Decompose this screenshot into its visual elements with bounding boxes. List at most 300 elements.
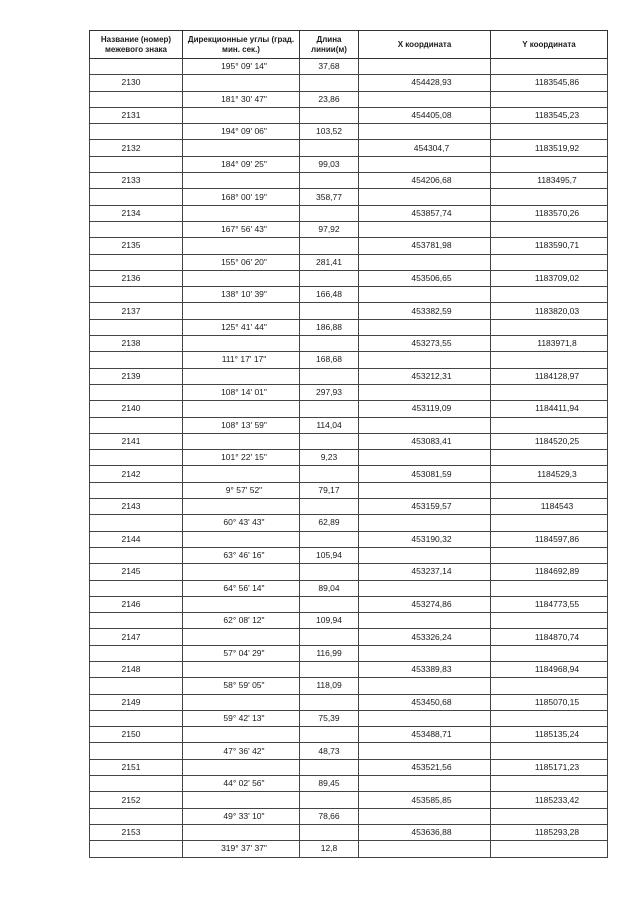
line-length: 12,8	[300, 841, 359, 857]
boundary-point-row	[90, 792, 608, 808]
x-coordinate: 453326,24	[359, 629, 491, 645]
boundary-point-row	[90, 75, 608, 91]
line-length: 23,86	[300, 91, 359, 107]
x-coordinate: 453212,31	[359, 368, 491, 384]
empty-cell	[491, 613, 608, 629]
empty-cell	[300, 270, 359, 286]
point-name: 2135	[90, 238, 183, 254]
empty-cell	[183, 270, 300, 286]
empty-cell	[300, 564, 359, 580]
table-body	[90, 59, 608, 858]
boundary-point-row	[90, 596, 608, 612]
empty-cell	[183, 759, 300, 775]
empty-cell	[183, 727, 300, 743]
line-length: 89,04	[300, 580, 359, 596]
empty-cell	[359, 678, 491, 694]
direction-angle: 125° 41' 44"	[183, 319, 300, 335]
x-coordinate: 453274,86	[359, 596, 491, 612]
header-x: X координата	[359, 31, 491, 59]
point-name: 2140	[90, 401, 183, 417]
segment-row	[90, 580, 608, 596]
boundary-point-row	[90, 336, 608, 352]
direction-angle: 138° 10' 39"	[183, 287, 300, 303]
empty-cell	[491, 580, 608, 596]
empty-cell	[300, 238, 359, 254]
empty-cell	[183, 596, 300, 612]
boundary-point-row	[90, 629, 608, 645]
empty-cell	[491, 417, 608, 433]
empty-cell	[359, 59, 491, 75]
empty-cell	[491, 808, 608, 824]
header-name: Название (номер) межевого знака	[90, 31, 183, 59]
segment-row	[90, 547, 608, 563]
boundary-point-row	[90, 368, 608, 384]
y-coordinate: 1183545,86	[491, 75, 608, 91]
empty-cell	[90, 189, 183, 205]
point-name: 2145	[90, 564, 183, 580]
empty-cell	[491, 515, 608, 531]
point-name: 2144	[90, 531, 183, 547]
x-coordinate: 453190,32	[359, 531, 491, 547]
empty-cell	[359, 808, 491, 824]
segment-row	[90, 319, 608, 335]
empty-cell	[183, 238, 300, 254]
point-name: 2138	[90, 336, 183, 352]
empty-cell	[90, 352, 183, 368]
direction-angle: 101° 22' 15"	[183, 450, 300, 466]
empty-cell	[491, 221, 608, 237]
empty-cell	[183, 824, 300, 840]
x-coordinate: 453083,41	[359, 433, 491, 449]
empty-cell	[90, 254, 183, 270]
line-length: 78,66	[300, 808, 359, 824]
y-coordinate: 1184597,86	[491, 531, 608, 547]
point-name: 2137	[90, 303, 183, 319]
line-length: 97,92	[300, 221, 359, 237]
point-name: 2142	[90, 466, 183, 482]
empty-cell	[359, 482, 491, 498]
direction-angle: 60° 43' 43"	[183, 515, 300, 531]
empty-cell	[359, 352, 491, 368]
header-y: Y координата	[491, 31, 608, 59]
empty-cell	[90, 221, 183, 237]
header-length: Длина линии(м)	[300, 31, 359, 59]
x-coordinate: 453081,59	[359, 466, 491, 482]
segment-row	[90, 841, 608, 857]
boundary-point-row	[90, 499, 608, 515]
empty-cell	[300, 792, 359, 808]
line-length: 358,77	[300, 189, 359, 205]
empty-cell	[90, 124, 183, 140]
empty-cell	[90, 645, 183, 661]
direction-angle: 168° 00' 19"	[183, 189, 300, 205]
empty-cell	[491, 254, 608, 270]
x-coordinate: 453159,57	[359, 499, 491, 515]
segment-row	[90, 613, 608, 629]
empty-cell	[300, 824, 359, 840]
empty-cell	[183, 466, 300, 482]
y-coordinate: 1183971,8	[491, 336, 608, 352]
y-coordinate: 1183590,71	[491, 238, 608, 254]
empty-cell	[359, 189, 491, 205]
empty-cell	[359, 91, 491, 107]
empty-cell	[90, 482, 183, 498]
empty-cell	[183, 792, 300, 808]
empty-cell	[300, 368, 359, 384]
boundary-point-row	[90, 433, 608, 449]
empty-cell	[491, 91, 608, 107]
direction-angle: 155° 06' 20"	[183, 254, 300, 270]
segment-row	[90, 254, 608, 270]
line-length: 89,45	[300, 776, 359, 792]
boundary-coordinates-table	[89, 30, 608, 858]
line-length: 103,52	[300, 124, 359, 140]
header-angle: Дирекционные углы (град. мин. сек.)	[183, 31, 300, 59]
segment-row	[90, 124, 608, 140]
empty-cell	[491, 645, 608, 661]
point-name: 2153	[90, 824, 183, 840]
direction-angle: 49° 33' 10"	[183, 808, 300, 824]
empty-cell	[359, 613, 491, 629]
y-coordinate: 1185171,23	[491, 759, 608, 775]
empty-cell	[90, 776, 183, 792]
segment-row	[90, 59, 608, 75]
line-length: 109,94	[300, 613, 359, 629]
empty-cell	[183, 107, 300, 123]
empty-cell	[300, 727, 359, 743]
boundary-point-row	[90, 205, 608, 221]
empty-cell	[359, 515, 491, 531]
segment-row	[90, 678, 608, 694]
empty-cell	[491, 547, 608, 563]
y-coordinate: 1185293,28	[491, 824, 608, 840]
table-header-row	[90, 31, 608, 59]
point-name: 2147	[90, 629, 183, 645]
empty-cell	[300, 629, 359, 645]
empty-cell	[183, 433, 300, 449]
empty-cell	[300, 303, 359, 319]
boundary-point-row	[90, 270, 608, 286]
segment-row	[90, 156, 608, 172]
line-length: 281,41	[300, 254, 359, 270]
segment-row	[90, 417, 608, 433]
y-coordinate: 1184543	[491, 499, 608, 515]
empty-cell	[183, 336, 300, 352]
direction-angle: 59° 42' 13"	[183, 710, 300, 726]
empty-cell	[491, 124, 608, 140]
empty-cell	[90, 710, 183, 726]
point-name: 2151	[90, 759, 183, 775]
empty-cell	[300, 499, 359, 515]
y-coordinate: 1184520,25	[491, 433, 608, 449]
x-coordinate: 453506,65	[359, 270, 491, 286]
empty-cell	[183, 140, 300, 156]
boundary-point-row	[90, 661, 608, 677]
line-length: 75,39	[300, 710, 359, 726]
x-coordinate: 453585,85	[359, 792, 491, 808]
segment-row	[90, 450, 608, 466]
line-length: 297,93	[300, 384, 359, 400]
empty-cell	[491, 384, 608, 400]
boundary-point-row	[90, 466, 608, 482]
point-name: 2132	[90, 140, 183, 156]
y-coordinate: 1184411,94	[491, 401, 608, 417]
boundary-point-row	[90, 759, 608, 775]
boundary-point-row	[90, 238, 608, 254]
empty-cell	[90, 319, 183, 335]
empty-cell	[359, 710, 491, 726]
line-length: 116,99	[300, 645, 359, 661]
segment-row	[90, 515, 608, 531]
empty-cell	[183, 531, 300, 547]
empty-cell	[359, 547, 491, 563]
line-length: 37,68	[300, 59, 359, 75]
empty-cell	[90, 678, 183, 694]
empty-cell	[183, 629, 300, 645]
x-coordinate: 453781,98	[359, 238, 491, 254]
empty-cell	[300, 205, 359, 221]
empty-cell	[183, 564, 300, 580]
empty-cell	[300, 140, 359, 156]
point-name: 2150	[90, 727, 183, 743]
x-coordinate: 454405,08	[359, 107, 491, 123]
empty-cell	[300, 466, 359, 482]
empty-cell	[491, 287, 608, 303]
empty-cell	[359, 254, 491, 270]
empty-cell	[359, 319, 491, 335]
empty-cell	[359, 156, 491, 172]
empty-cell	[300, 336, 359, 352]
boundary-point-row	[90, 173, 608, 189]
empty-cell	[90, 450, 183, 466]
empty-cell	[491, 482, 608, 498]
point-name: 2133	[90, 173, 183, 189]
empty-cell	[491, 189, 608, 205]
y-coordinate: 1184529,3	[491, 466, 608, 482]
y-coordinate: 1183495,7	[491, 173, 608, 189]
boundary-point-row	[90, 694, 608, 710]
empty-cell	[491, 743, 608, 759]
boundary-point-row	[90, 727, 608, 743]
empty-cell	[183, 499, 300, 515]
y-coordinate: 1185233,42	[491, 792, 608, 808]
empty-cell	[300, 661, 359, 677]
y-coordinate: 1183709,02	[491, 270, 608, 286]
empty-cell	[300, 596, 359, 612]
segment-row	[90, 221, 608, 237]
empty-cell	[90, 743, 183, 759]
direction-angle: 47° 36' 42"	[183, 743, 300, 759]
empty-cell	[90, 547, 183, 563]
line-length: 166,48	[300, 287, 359, 303]
y-coordinate: 1184692,89	[491, 564, 608, 580]
direction-angle: 63° 46' 16"	[183, 547, 300, 563]
y-coordinate: 1183519,92	[491, 140, 608, 156]
empty-cell	[90, 613, 183, 629]
boundary-point-row	[90, 107, 608, 123]
x-coordinate: 453237,14	[359, 564, 491, 580]
empty-cell	[491, 450, 608, 466]
line-length: 48,73	[300, 743, 359, 759]
empty-cell	[90, 808, 183, 824]
direction-angle: 9° 57' 52"	[183, 482, 300, 498]
empty-cell	[90, 417, 183, 433]
empty-cell	[183, 303, 300, 319]
empty-cell	[491, 678, 608, 694]
empty-cell	[359, 417, 491, 433]
point-name: 2139	[90, 368, 183, 384]
empty-cell	[183, 173, 300, 189]
line-length: 114,04	[300, 417, 359, 433]
line-length: 105,94	[300, 547, 359, 563]
line-length: 99,03	[300, 156, 359, 172]
y-coordinate: 1185070,15	[491, 694, 608, 710]
direction-angle: 44° 02' 56"	[183, 776, 300, 792]
empty-cell	[491, 776, 608, 792]
segment-row	[90, 384, 608, 400]
empty-cell	[183, 75, 300, 91]
point-name: 2152	[90, 792, 183, 808]
empty-cell	[359, 287, 491, 303]
direction-angle: 108° 13' 59"	[183, 417, 300, 433]
empty-cell	[90, 580, 183, 596]
direction-angle: 58° 59' 05"	[183, 678, 300, 694]
boundary-point-row	[90, 303, 608, 319]
segment-row	[90, 710, 608, 726]
empty-cell	[183, 205, 300, 221]
x-coordinate: 453636,88	[359, 824, 491, 840]
x-coordinate: 454304,7	[359, 140, 491, 156]
line-length: 9,23	[300, 450, 359, 466]
direction-angle: 167° 56' 43"	[183, 221, 300, 237]
y-coordinate: 1183545,23	[491, 107, 608, 123]
point-name: 2146	[90, 596, 183, 612]
empty-cell	[183, 368, 300, 384]
line-length: 79,17	[300, 482, 359, 498]
empty-cell	[359, 776, 491, 792]
empty-cell	[300, 694, 359, 710]
x-coordinate: 453119,09	[359, 401, 491, 417]
empty-cell	[359, 841, 491, 857]
empty-cell	[359, 580, 491, 596]
empty-cell	[90, 515, 183, 531]
empty-cell	[491, 841, 608, 857]
empty-cell	[90, 156, 183, 172]
point-name: 2148	[90, 661, 183, 677]
direction-angle: 195° 09' 14"	[183, 59, 300, 75]
segment-row	[90, 91, 608, 107]
y-coordinate: 1184870,74	[491, 629, 608, 645]
x-coordinate: 453521,56	[359, 759, 491, 775]
empty-cell	[183, 401, 300, 417]
segment-row	[90, 743, 608, 759]
x-coordinate: 453450,68	[359, 694, 491, 710]
empty-cell	[359, 124, 491, 140]
direction-angle: 319° 37' 37"	[183, 841, 300, 857]
direction-angle: 111° 17' 17"	[183, 352, 300, 368]
y-coordinate: 1185135,24	[491, 727, 608, 743]
empty-cell	[183, 661, 300, 677]
direction-angle: 57° 04' 29"	[183, 645, 300, 661]
empty-cell	[90, 59, 183, 75]
segment-row	[90, 808, 608, 824]
empty-cell	[491, 156, 608, 172]
segment-row	[90, 482, 608, 498]
y-coordinate: 1184968,94	[491, 661, 608, 677]
segment-row	[90, 352, 608, 368]
boundary-point-row	[90, 401, 608, 417]
empty-cell	[300, 107, 359, 123]
empty-cell	[90, 841, 183, 857]
empty-cell	[359, 743, 491, 759]
empty-cell	[491, 59, 608, 75]
line-length: 168,68	[300, 352, 359, 368]
boundary-point-row	[90, 531, 608, 547]
line-length: 62,89	[300, 515, 359, 531]
point-name: 2131	[90, 107, 183, 123]
x-coordinate: 453382,59	[359, 303, 491, 319]
direction-angle: 64° 56' 14"	[183, 580, 300, 596]
empty-cell	[359, 221, 491, 237]
segment-row	[90, 645, 608, 661]
empty-cell	[90, 287, 183, 303]
boundary-point-row	[90, 564, 608, 580]
direction-angle: 194° 09' 06"	[183, 124, 300, 140]
empty-cell	[90, 384, 183, 400]
empty-cell	[300, 759, 359, 775]
boundary-point-row	[90, 140, 608, 156]
empty-cell	[359, 450, 491, 466]
empty-cell	[491, 352, 608, 368]
segment-row	[90, 776, 608, 792]
empty-cell	[359, 645, 491, 661]
line-length: 186,88	[300, 319, 359, 335]
empty-cell	[300, 531, 359, 547]
empty-cell	[300, 401, 359, 417]
boundary-point-row	[90, 824, 608, 840]
empty-cell	[491, 319, 608, 335]
point-name: 2130	[90, 75, 183, 91]
empty-cell	[90, 91, 183, 107]
x-coordinate: 453273,55	[359, 336, 491, 352]
y-coordinate: 1183820,03	[491, 303, 608, 319]
point-name: 2134	[90, 205, 183, 221]
empty-cell	[300, 75, 359, 91]
segment-row	[90, 189, 608, 205]
direction-angle: 62° 08' 12"	[183, 613, 300, 629]
line-length: 118,09	[300, 678, 359, 694]
direction-angle: 108° 14' 01"	[183, 384, 300, 400]
direction-angle: 181° 30' 47"	[183, 91, 300, 107]
direction-angle: 184° 09' 25"	[183, 156, 300, 172]
coordinates-sheet	[89, 30, 608, 858]
point-name: 2141	[90, 433, 183, 449]
x-coordinate: 453488,71	[359, 727, 491, 743]
point-name: 2143	[90, 499, 183, 515]
point-name: 2149	[90, 694, 183, 710]
x-coordinate: 454206,68	[359, 173, 491, 189]
empty-cell	[183, 694, 300, 710]
x-coordinate: 453857,74	[359, 205, 491, 221]
empty-cell	[359, 384, 491, 400]
x-coordinate: 454428,93	[359, 75, 491, 91]
empty-cell	[300, 173, 359, 189]
y-coordinate: 1183570,26	[491, 205, 608, 221]
y-coordinate: 1184773,55	[491, 596, 608, 612]
x-coordinate: 453389,83	[359, 661, 491, 677]
empty-cell	[491, 710, 608, 726]
y-coordinate: 1184128,97	[491, 368, 608, 384]
